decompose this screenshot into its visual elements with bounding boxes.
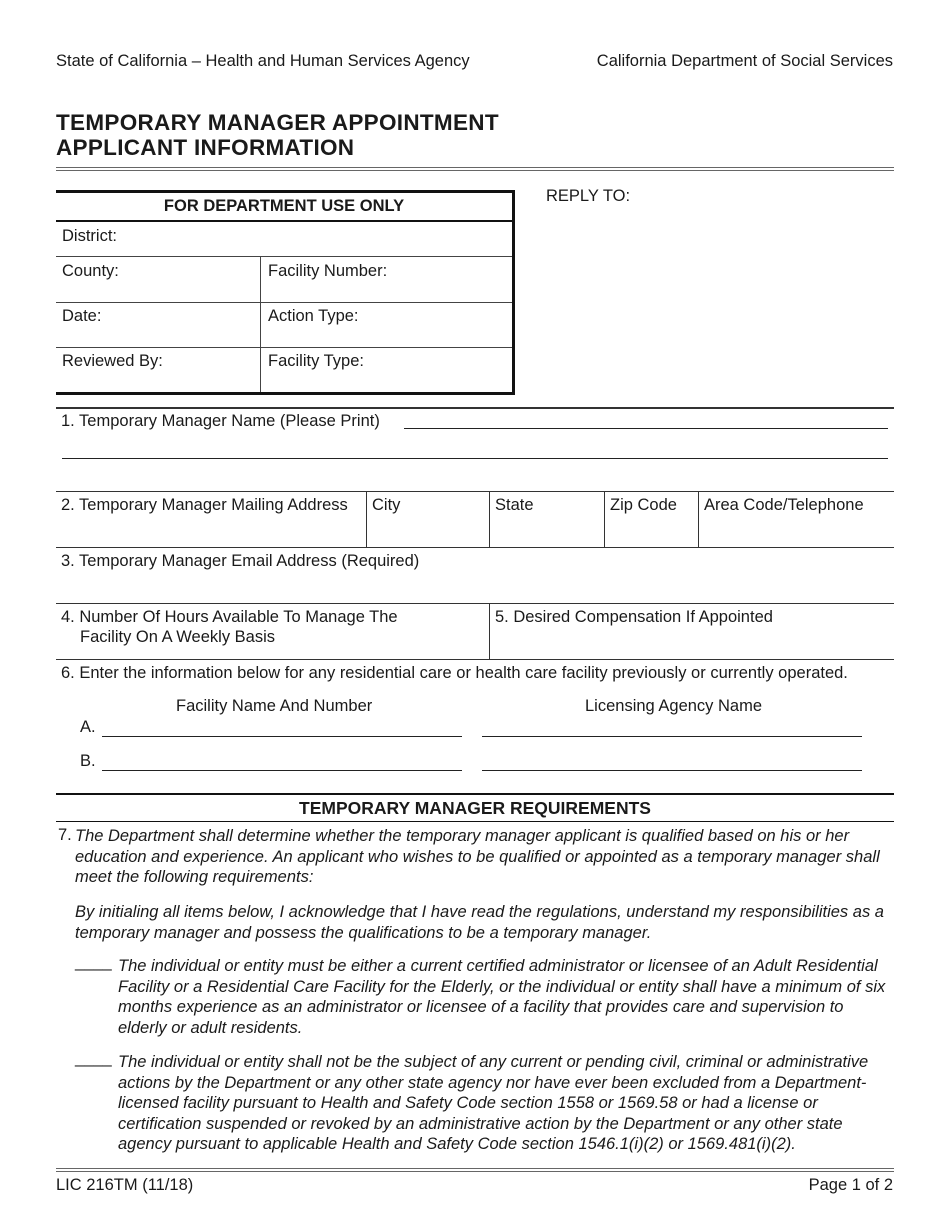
dept-box-divider: [56, 220, 512, 222]
district-field[interactable]: District:: [62, 227, 117, 245]
q5-bottom-rule: [56, 659, 894, 660]
acknowledgement-text: By initialing all items below, I acknowledge that I have read the regulations, understand my responsibilities as a temporary manager and possess the qualifications to be a temporary manager.: [75, 903, 884, 942]
zip-code-field[interactable]: Zip Code: [610, 496, 677, 514]
reviewed-by-field[interactable]: Reviewed By:: [62, 352, 163, 370]
hours-available-field[interactable]: [61, 608, 398, 647]
facility-name-column-header: Facility Name And Number: [176, 697, 373, 715]
q3-bottom-rule: [56, 603, 894, 604]
q2-top-rule: [56, 491, 894, 492]
title-line-1: TEMPORARY MANAGER APPOINTMENT: [56, 110, 499, 135]
q2-bottom-rule: [56, 547, 894, 548]
manager-name-input[interactable]: [404, 428, 888, 429]
page-number: Page 1 of 2: [808, 1176, 893, 1194]
action-type-field[interactable]: Action Type:: [268, 307, 359, 325]
facility-type-field[interactable]: Facility Type:: [268, 352, 364, 370]
row-b-label: B.: [80, 752, 96, 770]
reply-to-label: REPLY TO:: [546, 187, 631, 205]
initial-blank-1[interactable]: ____: [75, 953, 112, 971]
q6-label: 6. Enter the information below for any residential care or health care facility previously or currently operated.: [61, 664, 848, 682]
hours-label-line-2: Facility On A Weekly Basis: [80, 628, 276, 646]
row-a-label: A.: [80, 718, 96, 736]
dept-row-line: [56, 302, 512, 303]
telephone-field[interactable]: Area Code/Telephone: [704, 496, 864, 514]
agency-a-input[interactable]: [482, 736, 862, 737]
requirement-item-1: The individual or entity must be either a current certified administrator or licensee of an Adult Residential Facility or a Residential Care Facility for the Elderly, or the individual or entity shall have a minimum of six months experience as an administrator or licensee of a facility that provides care and supervision to elderly or adult residents.: [118, 957, 886, 1037]
date-field[interactable]: Date:: [62, 307, 102, 325]
initial-blank-2[interactable]: ____: [75, 1049, 112, 1067]
state-field[interactable]: State: [495, 496, 534, 514]
agency-header: State of California – Health and Human Services Agency: [56, 52, 470, 70]
form-id: LIC 216TM (11/18): [56, 1176, 194, 1194]
compensation-field[interactable]: 5. Desired Compensation If Appointed: [495, 608, 773, 626]
facility-b-input[interactable]: [102, 770, 462, 771]
email-field[interactable]: 3. Temporary Manager Email Address (Required): [61, 552, 420, 570]
county-field[interactable]: County:: [62, 262, 119, 280]
q2-col-line: [366, 491, 367, 547]
requirements-intro: The Department shall determine whether the temporary manager applicant is qualified based on his or her education and experience. An applicant who wishes to be qualified or appointed as a temporary manager shall meet the following requirements:: [75, 827, 880, 886]
footer-divider: [56, 1168, 894, 1172]
department-use-box: [56, 190, 515, 395]
title-line-2: APPLICANT INFORMATION: [56, 135, 355, 160]
q1-label: 1. Temporary Manager Name (Please Print): [61, 412, 380, 430]
dept-box-heading: FOR DEPARTMENT USE ONLY: [163, 197, 405, 215]
q1-top-rule: [56, 407, 894, 409]
requirement-item-2: The individual or entity shall not be the subject of any current or pending civil, criminal or administrative actions by the Department or any other state agency nor have ever been excluded from a Department-licensed facility pursuant to Health and Safety Code section 1558 or 1569.58 or had a license or certification suspended or revoked by an administrative action by the Department or any other state agency pursuant to applicable Health and Safety Code section 1546.1(i)(2) or 1569.481(i)(2).: [118, 1053, 869, 1153]
page-title: [56, 110, 499, 160]
dept-row-line: [56, 347, 512, 348]
mailing-address-field[interactable]: 2. Temporary Manager Mailing Address: [61, 496, 348, 514]
dept-row-line: [56, 256, 512, 257]
q4-col-line: [489, 603, 490, 659]
facility-number-field[interactable]: Facility Number:: [268, 262, 388, 280]
agency-b-input[interactable]: [482, 770, 862, 771]
q2-col-line: [604, 491, 605, 547]
dept-column-divider: [260, 256, 261, 392]
department-header: California Department of Social Services: [596, 52, 893, 70]
requirements-heading: TEMPORARY MANAGER REQUIREMENTS: [56, 793, 894, 822]
hours-label-line-1: 4. Number Of Hours Available To Manage The: [61, 608, 398, 626]
q2-col-line: [489, 491, 490, 547]
title-divider: [56, 167, 894, 171]
item-number: 7.: [58, 826, 72, 844]
manager-name-input-line-2[interactable]: [62, 458, 888, 459]
facility-a-input[interactable]: [102, 736, 462, 737]
licensing-agency-column-header: Licensing Agency Name: [585, 697, 763, 715]
city-field[interactable]: City: [372, 496, 401, 514]
q2-col-line: [698, 491, 699, 547]
